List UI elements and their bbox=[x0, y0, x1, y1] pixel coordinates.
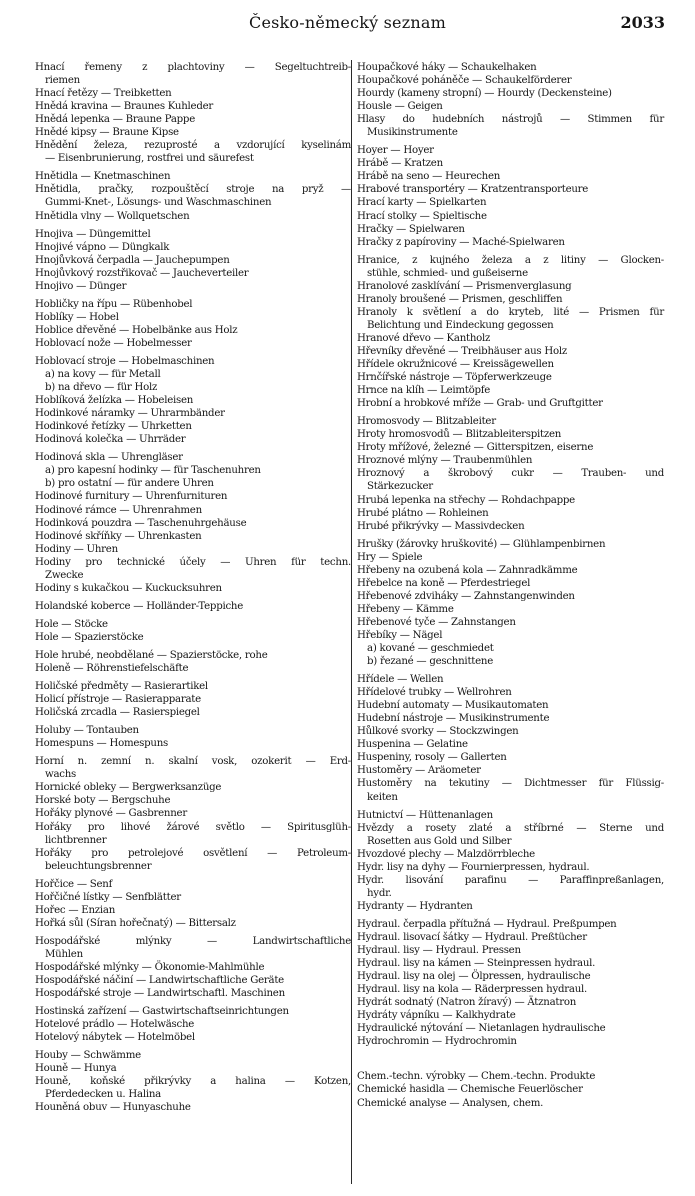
dictionary-entry: Horní n. zemní n. skalní vosk, ozokerit — Erd- bbox=[35, 756, 351, 768]
dictionary-entry: Houpačkové poháněče — Schaukelförderer bbox=[357, 75, 572, 87]
dictionary-entry: Hodinková pouzdra — Taschenuhrgehäuse bbox=[35, 517, 247, 529]
dictionary-entry: Hrušky (žárovky hruškovité) — Glühlampenbirnen bbox=[357, 538, 606, 550]
dictionary-entry: Hydráty vápníku — Kalkhydrate bbox=[357, 1010, 516, 1022]
dictionary-entry: Hřebenové zdviháky — Zahnstangenwinden bbox=[357, 590, 575, 602]
dictionary-entry: Hřevníky dřevěné — Treibhäuser aus Holz bbox=[357, 345, 568, 357]
dictionary-entry: Hrábě — Kratzen bbox=[357, 158, 443, 170]
dictionary-entry: Hodinkové řetízky — Uhrketten bbox=[35, 421, 192, 433]
dictionary-entry: Hydr. lisy na dyhy — Fournierpressen, hydraul. bbox=[357, 861, 590, 873]
dictionary-entry: Hroznový a škrobový cukr — Trauben- und bbox=[357, 468, 664, 480]
entry-continuation: — Eisenbrunierung, rostfrei und säurefest bbox=[45, 153, 254, 165]
dictionary-entry: Hnací řemeny z plachtoviny — Segeltuchtreib- bbox=[35, 62, 351, 73]
entry-continuation: Pferdedecken u. Halina bbox=[45, 1089, 161, 1101]
dictionary-entry: Hodiny s kukačkou — Kuckucksuhren bbox=[35, 582, 222, 594]
dictionary-entry: Hornické obleky — Bergwerksanzüge bbox=[35, 782, 222, 794]
entry-continuation: lichtbrenner bbox=[45, 834, 107, 846]
dictionary-entry: Hřebelce na koně — Pferdestriegel bbox=[357, 577, 531, 589]
dictionary-entry: Hořká sůl (Síran hořečnatý) — Bittersalz bbox=[35, 917, 236, 929]
dictionary-entry: Hnětidla — Knetmaschinen bbox=[35, 171, 171, 183]
dictionary-entry: Houně — Hunya bbox=[35, 1063, 117, 1075]
dictionary-entry: Hroty hromosvodů — Blitzableiterspitzen bbox=[357, 429, 562, 441]
dictionary-entry: Hoblovací nože — Hobelmesser bbox=[35, 337, 192, 349]
entry-continuation: Mühlen bbox=[45, 948, 83, 960]
dictionary-entry: Hrnce na klíh — Leimtöpfe bbox=[357, 385, 491, 397]
dictionary-entry: Hnědé kipsy — Braune Kipse bbox=[35, 127, 179, 139]
dictionary-entry: Hrubé přikrývky — Massivdecken bbox=[357, 520, 525, 532]
dictionary-entry: Hoblovací stroje — Hobelmaschinen bbox=[35, 355, 215, 367]
dictionary-entry: Hořec — Enzian bbox=[35, 904, 116, 916]
dictionary-entry: Holičské předměty — Rasierartikel bbox=[35, 681, 208, 693]
dictionary-entry: Hřebeny — Kämme bbox=[357, 603, 454, 615]
dictionary-entry: Houpačkové háky — Schaukelhaken bbox=[357, 62, 537, 73]
dictionary-entry: Hodinová kolečka — Uhrräder bbox=[35, 434, 186, 446]
dictionary-entry: Hvozdové plechy — Malzdörrbleche bbox=[357, 848, 535, 860]
dictionary-entry: a) pro kapesní hodinky — für Taschenuhren bbox=[45, 465, 261, 477]
entry-continuation: keiten bbox=[367, 791, 398, 803]
dictionary-entry: Hustoměry — Aräometer bbox=[357, 765, 481, 777]
dictionary-entry: Housle — Geigen bbox=[357, 101, 443, 113]
entry-continuation: Rosetten aus Gold und Silber bbox=[367, 835, 512, 847]
dictionary-entry: Hydraul. lisy na olej — Ölpressen, hydraulische bbox=[357, 971, 591, 983]
dictionary-entry: Hnědá kravina — Braunes Kuhleder bbox=[35, 101, 214, 113]
dictionary-entry: Holuby — Tontauben bbox=[35, 725, 139, 737]
dictionary-entry: Hobličky na řípu — Rübenhobel bbox=[35, 298, 193, 310]
dictionary-entry: Hodinové rámce — Uhrenrahmen bbox=[35, 504, 202, 516]
dictionary-entry: Hnědění železa, rezuprosté a vzdorující kyselinám bbox=[35, 140, 351, 152]
dictionary-entry: Hoblice dřevěné — Hobelbänke aus Holz bbox=[35, 324, 238, 336]
entry-continuation: hydr. bbox=[367, 887, 392, 899]
dictionary-entry: Hrubé plátno — Rohleinen bbox=[357, 507, 489, 519]
entry-continuation: beleuchtungsbrenner bbox=[45, 860, 152, 872]
dictionary-entry: Hořčice — Senf bbox=[35, 878, 113, 890]
dictionary-entry: b) řezané — geschnittene bbox=[367, 656, 493, 668]
dictionary-entry: Hry — Spiele bbox=[357, 551, 423, 563]
right-column bbox=[357, 61, 664, 1110]
dictionary-entry: Hořáky plynové — Gasbrenner bbox=[35, 808, 187, 820]
dictionary-entry: Hydranty — Hydranten bbox=[357, 900, 473, 912]
dictionary-entry: Hodinkové náramky — Uhrarmbänder bbox=[35, 408, 225, 420]
dictionary-entry: Hydraul. lisy na kámen — Steinpressen hydraul. bbox=[357, 958, 596, 970]
dictionary-entry: Hrabové transportéry — Kratzentransporteure bbox=[357, 184, 589, 196]
dictionary-entry: Holičská zrcadla — Rasierspiegel bbox=[35, 707, 200, 719]
dictionary-entry: Hůlkové svorky — Stockzwingen bbox=[357, 726, 519, 738]
dictionary-entry: Hourdy (kameny stropní) — Hourdy (Deckensteine) bbox=[357, 88, 612, 100]
dictionary-entry: Chemické analyse — Analysen, chem. bbox=[357, 1097, 544, 1109]
entry-continuation: Stärkezucker bbox=[367, 481, 433, 493]
dictionary-entry: Hrací karty — Spielkarten bbox=[357, 197, 487, 209]
dictionary-entry: Hřebeny na ozubená kola — Zahnradkämme bbox=[357, 564, 578, 576]
dictionary-entry: Hodiny pro technické účely — Uhren für techn. bbox=[35, 556, 351, 568]
dictionary-entry: Hračky — Spielwaren bbox=[357, 223, 465, 235]
dictionary-entry: Hnojivo — Dünger bbox=[35, 280, 127, 292]
dictionary-entry: Horské boty — Bergschuhe bbox=[35, 795, 171, 807]
dictionary-entry: Hotelové prádlo — Hotelwäsche bbox=[35, 1019, 195, 1031]
dictionary-entry: Hnětidla vlny — Wollquetschen bbox=[35, 210, 190, 222]
dictionary-entry: Hoblíková želízka — Hobeleisen bbox=[35, 395, 194, 407]
dictionary-entry: Hydraul. lisovací šátky — Hydraul. Preßtücher bbox=[357, 932, 587, 943]
dictionary-entry: Hnojiva — Düngemittel bbox=[35, 228, 151, 240]
dictionary-entry: Houněná obuv — Hunyaschuhe bbox=[35, 1102, 191, 1114]
dictionary-entry: Hustoměry na tekutiny — Dichtmesser für Flüssig- bbox=[357, 778, 664, 790]
dictionary-entry: a) na kovy — für Metall bbox=[45, 369, 161, 381]
dictionary-entry: Hranoly broušené — Prismen, geschliffen bbox=[357, 293, 563, 305]
dictionary-entry: Hranice, z kujného železa a z litiny — Glocken- bbox=[357, 254, 664, 266]
dictionary-entry: Hnojůvkový rozstřikovač — Jaucheverteiler bbox=[35, 267, 249, 279]
dictionary-entry: Hostinská zařízení — Gastwirtschaftseinrichtungen bbox=[35, 1006, 289, 1018]
dictionary-entry: Hranolové zasklívání — Prismenverglasung bbox=[357, 280, 572, 292]
dictionary-entry: Houby — Schwämme bbox=[35, 1050, 141, 1062]
column-divider bbox=[351, 60, 352, 1184]
dictionary-entry: Hole hrubé, neobdělané — Spazierstöcke, rohe bbox=[35, 649, 268, 661]
dictionary-entry: Hoyer — Hoyer bbox=[357, 145, 434, 157]
page-number: 2033 bbox=[620, 13, 665, 32]
dictionary-entry: Huspeniny, rosoly — Gallerten bbox=[357, 752, 507, 764]
dictionary-entry: Hodiny — Uhren bbox=[35, 543, 118, 555]
dictionary-entry: a) kované — geschmiedet bbox=[367, 643, 494, 655]
dictionary-entry: Holicí přístroje — Rasierapparate bbox=[35, 694, 201, 706]
dictionary-entry: Hromosvody — Blitzableiter bbox=[357, 416, 496, 428]
dictionary-entry: Chem.-techn. výrobky — Chem.-techn. Produkte bbox=[357, 1071, 596, 1083]
dictionary-entry: Hořčičné lístky — Senfblätter bbox=[35, 891, 181, 903]
dictionary-entry: Hydrát sodnatý (Natron žíravý) — Ätznatron bbox=[357, 997, 577, 1009]
page-header bbox=[0, 12, 695, 38]
dictionary-entry: Chemické hasidla — Chemische Feuerlöscher bbox=[357, 1084, 583, 1096]
dictionary-entry: Hračky z papíroviny — Maché-Spielwaren bbox=[357, 236, 565, 248]
dictionary-entry: Hroty mřížové, železné — Gitterspitzen, eiserne bbox=[357, 442, 594, 454]
entry-continuation: Musikinstrumente bbox=[367, 127, 458, 139]
dictionary-entry: Holandské koberce — Holländer-Teppiche bbox=[35, 600, 244, 612]
dictionary-entry: Huspenina — Gelatine bbox=[357, 739, 468, 751]
dictionary-entry: Hospodářské mlýnky — Landwirtschaftliche bbox=[35, 935, 351, 947]
dictionary-entry: Hospodářské náčiní — Landwirtschaftliche Geräte bbox=[35, 975, 284, 987]
dictionary-entry: Hvězdy a rosety zlaté a stříbrné — Sterne und bbox=[357, 822, 664, 834]
dictionary-entry: Hydraul. lisy — Hydraul. Pressen bbox=[357, 945, 521, 957]
dictionary-entry: Hole — Spazierstöcke bbox=[35, 631, 144, 643]
entry-continuation: Belichtung und Eindeckung gegossen bbox=[367, 319, 554, 331]
dictionary-entry: Hnědá lepenka — Braune Pappe bbox=[35, 114, 195, 126]
page-title: Česko-německý seznam bbox=[249, 13, 446, 32]
dictionary-entry: Hudební nástroje — Musikinstrumente bbox=[357, 713, 550, 725]
dictionary-entry: Hořáky pro lihové žárové světlo — Spiritusglüh- bbox=[35, 821, 351, 833]
dictionary-entry: Hnojůvková čerpadla — Jauchepumpen bbox=[35, 254, 230, 266]
dictionary-entry: Hnětidla, pračky, rozpouštěcí stroje na pryž — bbox=[35, 184, 351, 196]
dictionary-entry: Hydr. lisování parafinu — Paraffinpreßanlagen, bbox=[357, 874, 664, 886]
dictionary-entry: Hrubá lepenka na střechy — Rohdachpappe bbox=[357, 494, 575, 506]
dictionary-entry: Hrábě na seno — Heurechen bbox=[357, 171, 501, 183]
dictionary-entry: Hodinová skla — Uhrengläser bbox=[35, 452, 183, 464]
dictionary-entry: Hrnčířské nástroje — Töpferwerkzeuge bbox=[357, 372, 552, 384]
dictionary-entry: Holeně — Röhrenstiefelschäfte bbox=[35, 663, 189, 675]
dictionary-entry: Hnojivé vápno — Düngkalk bbox=[35, 241, 170, 253]
dictionary-entry: Hydrochromin — Hydrochromin bbox=[357, 1036, 517, 1048]
dictionary-entry: Hospodářské stroje — Landwirtschaftl. Maschinen bbox=[35, 988, 285, 1000]
dictionary-entry: Hydraul. lisy na kola — Räderpressen hydraul. bbox=[357, 984, 588, 996]
dictionary-entry: Hřídele okružnicové — Kreissägewellen bbox=[357, 359, 554, 371]
entry-continuation: Zwecke bbox=[45, 569, 84, 581]
dictionary-entry: Hole — Stöcke bbox=[35, 618, 108, 630]
dictionary-entry: Hřebenové tyče — Zahnstangen bbox=[357, 616, 516, 628]
dictionary-entry: Hutnictví — Hüttenanlagen bbox=[357, 809, 493, 821]
dictionary-entry: Hydraul. čerpadla přítužná — Hydraul. Preßpumpen bbox=[357, 918, 617, 930]
entry-continuation: wachs bbox=[45, 769, 77, 781]
dictionary-entry: Hřebíky — Nägel bbox=[357, 629, 443, 641]
dictionary-entry: b) pro ostatní — für andere Uhren bbox=[45, 478, 214, 490]
dictionary-entry: Hroznové mlýny — Traubenmühlen bbox=[357, 455, 533, 467]
dictionary-entry: Hoblíky — Hobel bbox=[35, 311, 119, 323]
dictionary-entry: Hrací stolky — Spieltische bbox=[357, 210, 487, 222]
dictionary-entry: Hřídele — Wellen bbox=[357, 674, 444, 686]
left-column bbox=[35, 61, 351, 1115]
dictionary-entry: Hřídelové trubky — Wellrohren bbox=[357, 687, 512, 699]
dictionary-entry: Hospodářské mlýnky — Ökonomie-Mahlmühle bbox=[35, 962, 265, 973]
dictionary-entry: Hranové dřevo — Kantholz bbox=[357, 332, 491, 344]
dictionary-entry: Hranoly k světlení a do kryteb, lité — Prismen für bbox=[357, 306, 664, 318]
entry-continuation: Gummi-Knet-, Lösungs- und Waschmaschinen bbox=[45, 197, 272, 209]
dictionary-entry: b) na dřevo — für Holz bbox=[45, 382, 158, 394]
dictionary-entry: Hotelový nábytek — Hotelmöbel bbox=[35, 1032, 195, 1044]
entry-continuation: stühle, schmied- und gußeiserne bbox=[367, 267, 528, 279]
dictionary-entry: Hnací řetězy — Treibketten bbox=[35, 88, 172, 100]
dictionary-entry: Hudební automaty — Musikautomaten bbox=[357, 700, 549, 712]
entry-continuation: riemen bbox=[45, 75, 80, 87]
dictionary-entry: Hodinové furnitury — Uhrenfurnituren bbox=[35, 491, 228, 503]
dictionary-entry: Hlasy do hudebních nástrojů — Stimmen für bbox=[357, 114, 664, 126]
dictionary-entry: Hrobní a hrobkové mříže — Grab- und Gruftgitter bbox=[357, 398, 603, 410]
dictionary-entry: Homespuns — Homespuns bbox=[35, 738, 169, 750]
dictionary-entry: Hořáky pro petrolejové osvětlení — Petroleum- bbox=[35, 847, 351, 859]
dictionary-entry: Hydraulické nýtování — Nietanlagen hydraulische bbox=[357, 1023, 606, 1035]
dictionary-entry: Hodinové skříňky — Uhrenkasten bbox=[35, 530, 202, 542]
dictionary-entry: Houně, koňské přikrývky a halina — Kotzen, bbox=[35, 1076, 351, 1088]
